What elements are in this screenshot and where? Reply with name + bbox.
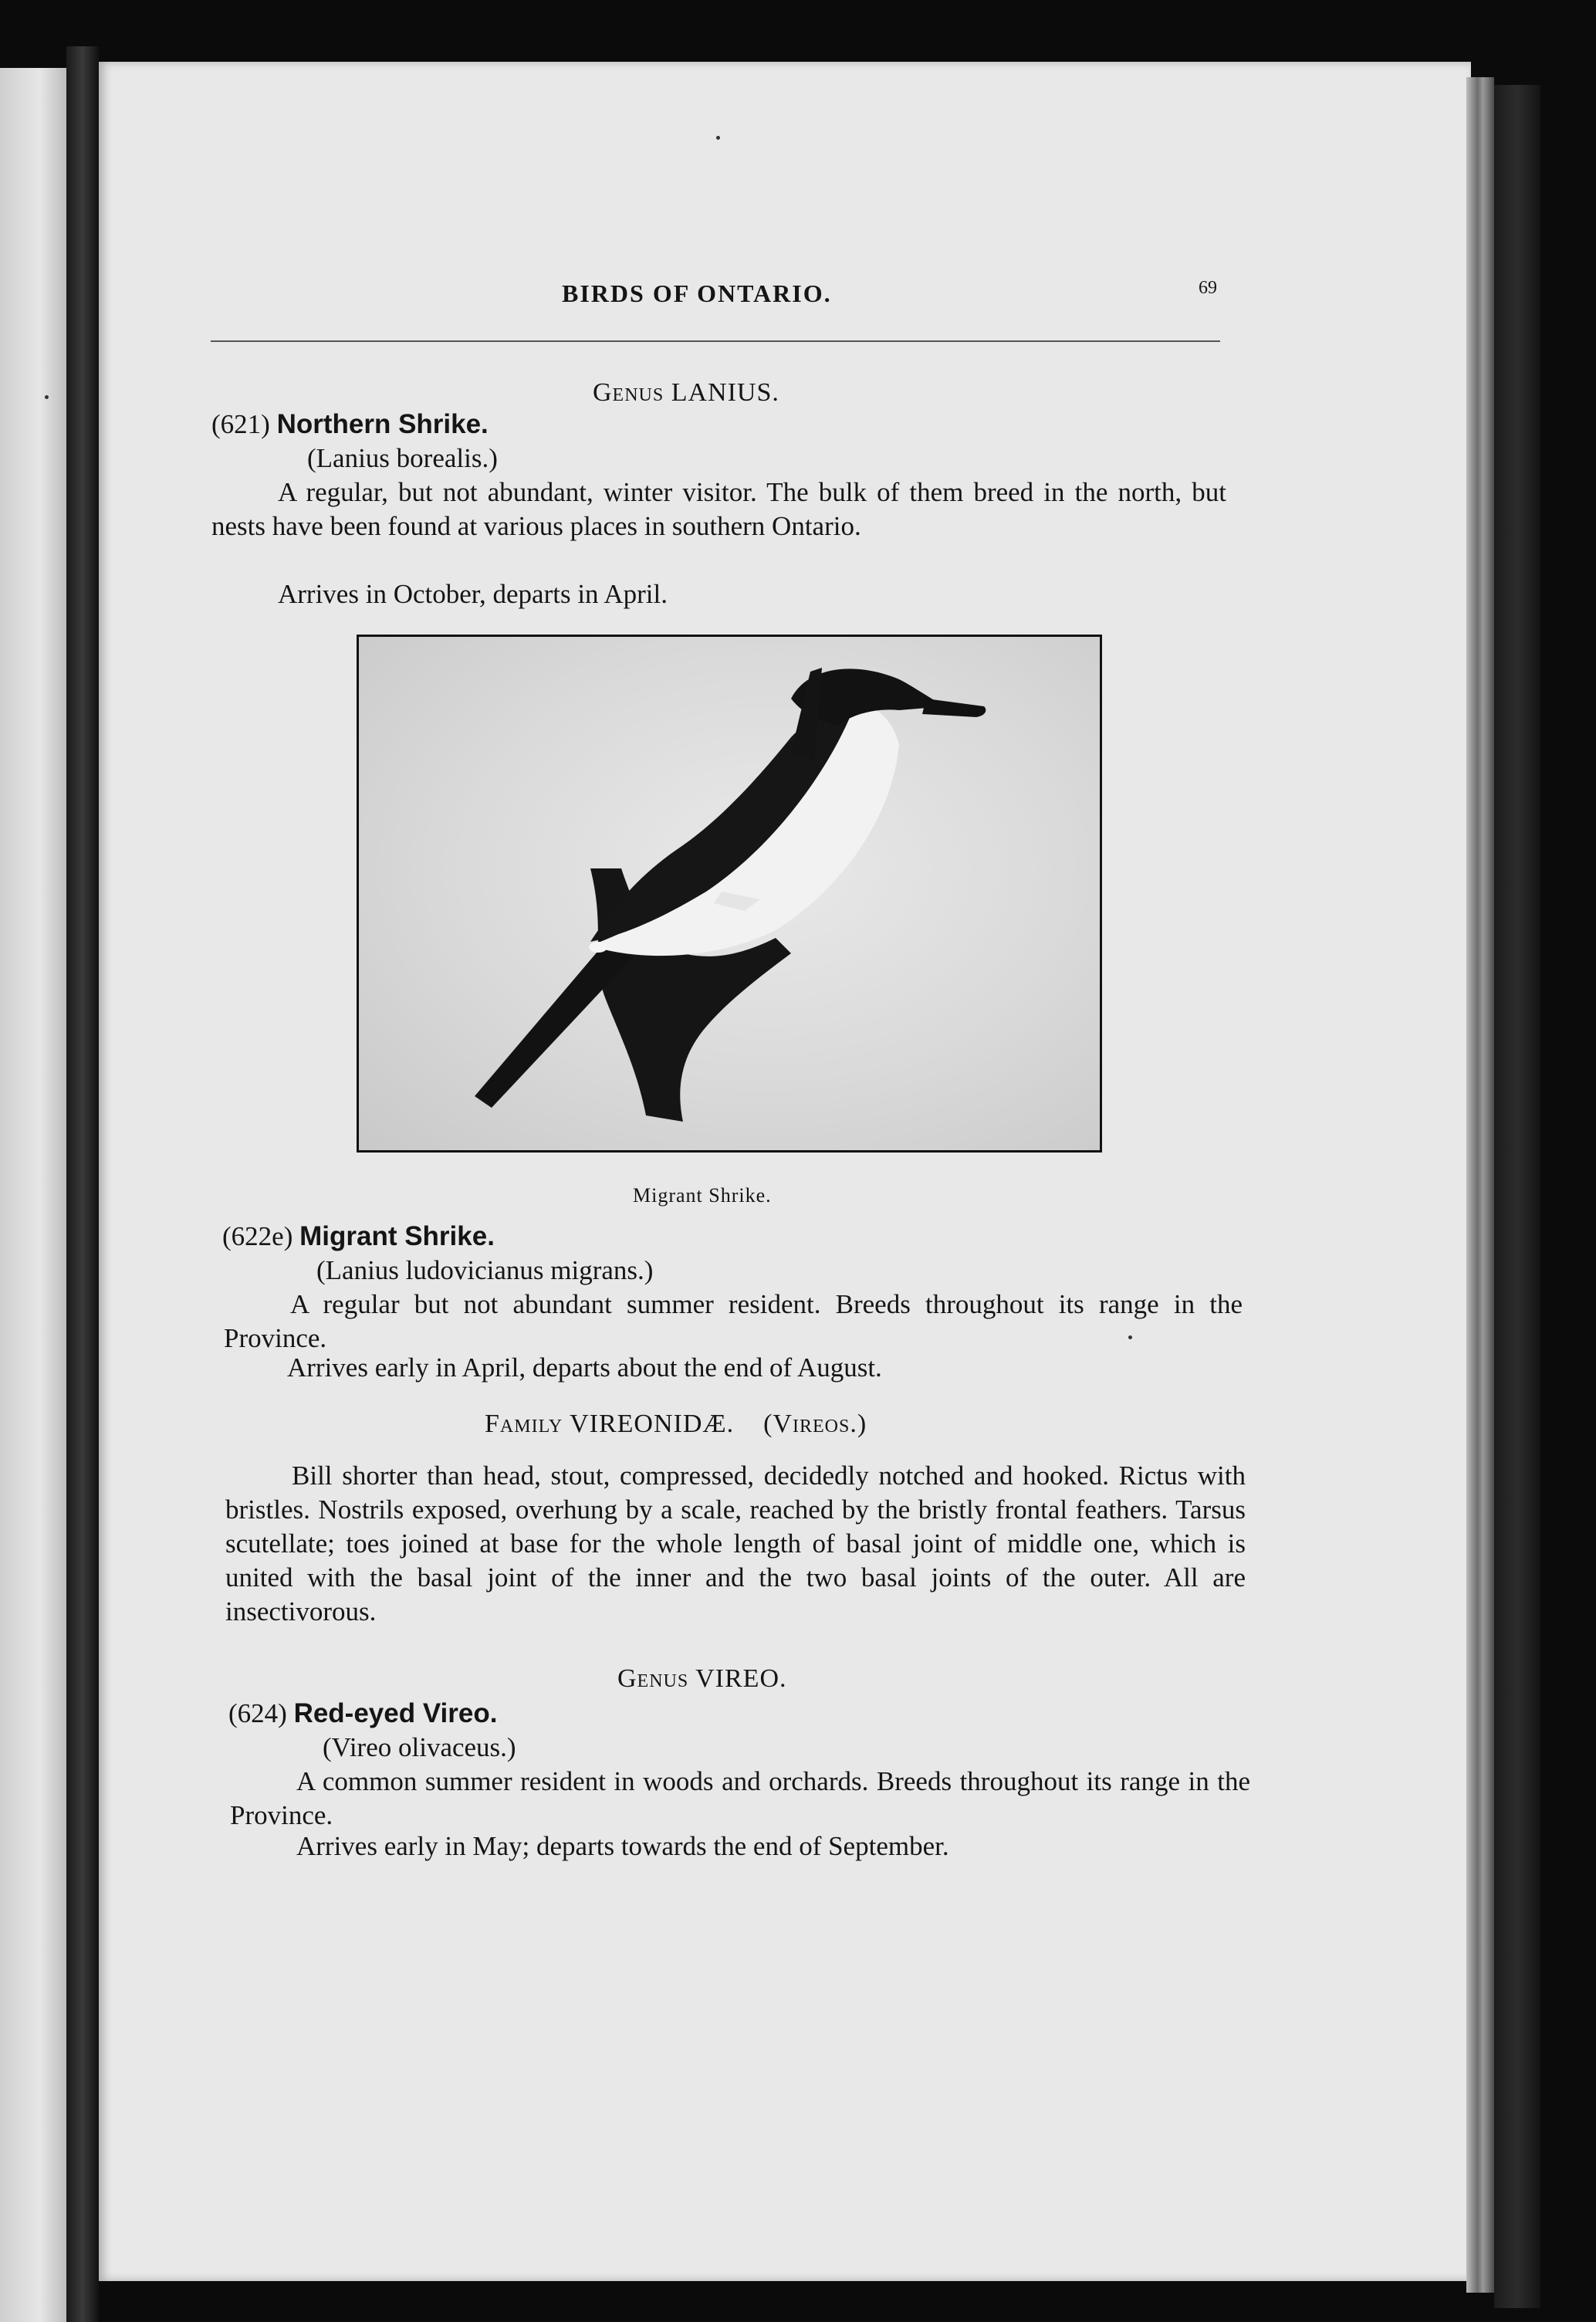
header-rule <box>211 340 1220 342</box>
book-page <box>99 62 1471 2281</box>
genus-lanius-heading <box>593 378 779 408</box>
entry-latin-name: (Lanius borealis.) <box>307 443 498 473</box>
scan-speck <box>45 395 49 399</box>
entry-latin-name: (Vireo olivaceus.) <box>323 1732 516 1762</box>
cover-edge <box>1494 85 1540 2308</box>
scan-speck <box>716 136 720 140</box>
entry-number: (624) <box>228 1698 287 1728</box>
entry-common-name: Northern Shrike. <box>276 409 489 439</box>
family-description: Bill shorter than head, stout, compressed, decidedly notched and hooked. Rictus with bristles. Nostrils exposed, overhung by a scale, reached by the bristly frontal feathers. Tarsus scutellate; toes joined at base for the whole length of basal joint of middle one, which is united with the basal joint of the inner and the two basal joints of the outer. All are insectivorous. <box>225 1461 1246 1626</box>
genus-name: VIREO. <box>695 1664 787 1693</box>
entry-number: (622e) <box>222 1221 293 1251</box>
facing-page-edge <box>0 68 66 2322</box>
book-gutter <box>66 46 99 2322</box>
family-common-name: (Vireos.) <box>763 1410 867 1438</box>
genus-vireo-heading <box>617 1664 787 1694</box>
genus-name: LANIUS. <box>671 378 779 407</box>
bird-illustration <box>357 635 1102 1153</box>
figure-caption: Migrant Shrike. <box>633 1184 772 1207</box>
entry-number: (621) <box>211 409 270 439</box>
entry-northern-shrike <box>211 409 489 440</box>
entry-description: A regular, but not abundant, winter visitor. The bulk of them breed in the north, but nests have been found at various places in southern Ontario. <box>211 477 1226 541</box>
page-number: 69 <box>1199 278 1217 298</box>
entry-common-name: Migrant Shrike. <box>299 1221 495 1251</box>
entry-description: A common summer resident in woods and orchards. Breeds throughout its range in the Province. <box>230 1766 1250 1830</box>
page-stack-edge <box>1466 77 1494 2293</box>
shrike-image <box>359 637 1100 1150</box>
entry-arrival: Arrives early in May; departs towards the end of September. <box>296 1831 949 1861</box>
entry-migrant-shrike <box>222 1221 495 1252</box>
genus-prefix: Genus <box>593 378 664 407</box>
entry-description: A regular but not abundant summer resident. Breeds throughout its range in the Province. <box>224 1289 1243 1353</box>
family-prefix: Family <box>485 1410 563 1438</box>
entry-latin-name: (Lanius ludovicianus migrans.) <box>316 1255 654 1285</box>
family-name: VIREONIDÆ. <box>570 1410 735 1438</box>
entry-arrival: Arrives in October, departs in April. <box>278 579 668 609</box>
entry-red-eyed-vireo <box>228 1698 497 1729</box>
entry-common-name: Red-eyed Vireo. <box>293 1698 498 1728</box>
running-head: BIRDS OF ONTARIO. <box>562 279 832 307</box>
entry-arrival: Arrives early in April, departs about the end of August. <box>287 1352 882 1383</box>
family-vireonidae-heading <box>485 1410 867 1439</box>
genus-prefix: Genus <box>617 1664 689 1693</box>
